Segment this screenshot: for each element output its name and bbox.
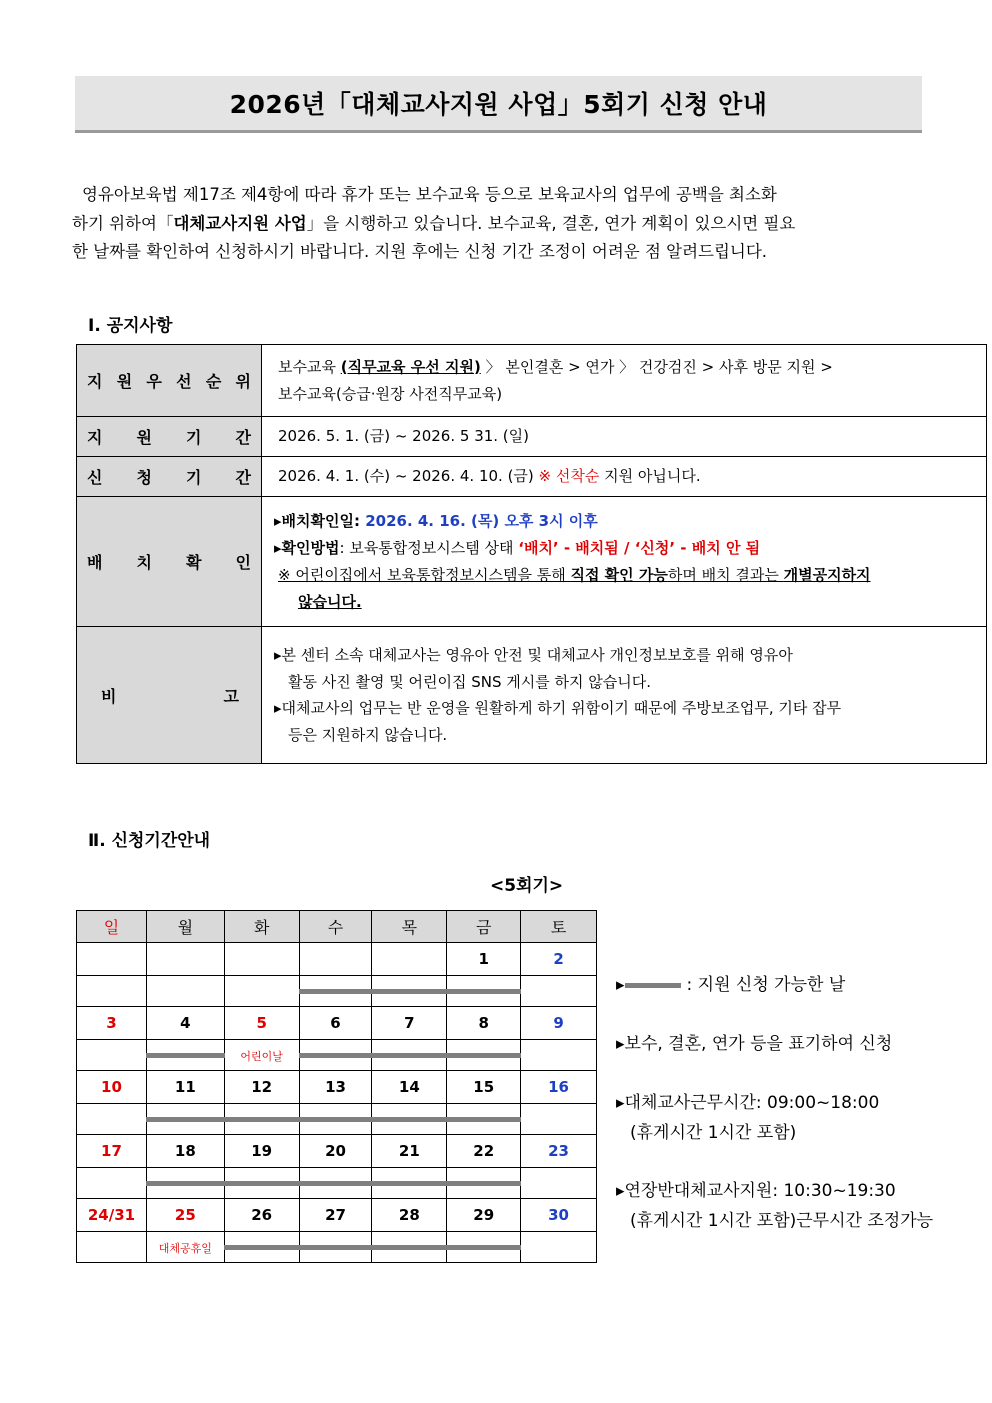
available-bar bbox=[299, 1117, 373, 1122]
available-bar bbox=[299, 989, 373, 994]
label-char: 고 bbox=[223, 686, 239, 706]
mark-cell[interactable] bbox=[372, 976, 447, 1007]
mark-cell[interactable] bbox=[299, 1040, 372, 1071]
intro-emphasis: 대체교사지원 사업 bbox=[173, 213, 307, 233]
day-cell bbox=[146, 943, 224, 976]
day-cell: 23 bbox=[521, 1135, 597, 1168]
legend-bar bbox=[616, 970, 845, 1000]
mark-cell[interactable] bbox=[372, 1040, 447, 1071]
available-bar bbox=[446, 1245, 521, 1250]
available-bar bbox=[371, 1053, 447, 1058]
mark-cell[interactable] bbox=[447, 1168, 521, 1199]
mark-cell[interactable] bbox=[77, 1232, 147, 1263]
day-cell: 1 bbox=[447, 943, 521, 976]
table-row bbox=[77, 497, 987, 627]
mark-cell[interactable] bbox=[447, 1104, 521, 1135]
day-cell: 24/31 bbox=[77, 1199, 147, 1232]
mark-cell[interactable] bbox=[77, 976, 147, 1007]
section1-title: Ⅰ. 공지사항 bbox=[88, 316, 173, 336]
mark-cell[interactable] bbox=[146, 1040, 224, 1071]
legend-text: (휴게시간 1시간 포함) bbox=[630, 1123, 797, 1143]
day-cell: 19 bbox=[224, 1135, 299, 1168]
legend-mark: ▸보수, 결혼, 연가 등을 표기하여 신청 bbox=[616, 1034, 893, 1054]
title-banner bbox=[75, 76, 922, 133]
available-bar bbox=[224, 1117, 300, 1122]
mark-cell bbox=[224, 1040, 299, 1071]
day-cell: 17 bbox=[77, 1135, 147, 1168]
legend-hours bbox=[616, 1088, 879, 1148]
apply-text: 지원 아닙니다. bbox=[599, 467, 701, 485]
confirm-note-emphasis: 않습니다. bbox=[298, 592, 362, 611]
mark-cell[interactable] bbox=[146, 1104, 224, 1135]
weekday-wed: 수 bbox=[299, 911, 372, 943]
mark-cell[interactable] bbox=[372, 1232, 447, 1263]
intro-paragraph bbox=[72, 181, 924, 267]
label-char: 위 bbox=[235, 372, 251, 391]
mark-cell[interactable] bbox=[77, 1040, 147, 1071]
confirm-date-value: 2026. 4. 16. (목) 오후 3시 이후 bbox=[365, 511, 598, 530]
day-cell: 22 bbox=[447, 1135, 521, 1168]
calendar-mark-row bbox=[77, 1232, 597, 1263]
table-row bbox=[77, 457, 987, 497]
day-cell: 30 bbox=[521, 1199, 597, 1232]
calendar-mark-row bbox=[77, 1040, 597, 1071]
intro-line: 영유아보육법 제17조 제4항에 따라 휴가 또는 보수교육 등으로 보육교사의 업무에 공백을 최소화 bbox=[82, 185, 777, 204]
remarks-line: 등은 지원하지 않습니다. bbox=[288, 725, 448, 744]
available-bar bbox=[446, 1117, 521, 1122]
calendar-week-4 bbox=[77, 1135, 597, 1168]
mark-cell[interactable] bbox=[224, 976, 299, 1007]
mark-cell[interactable] bbox=[224, 1168, 299, 1199]
mark-cell[interactable] bbox=[299, 1104, 372, 1135]
mark-cell[interactable] bbox=[224, 1104, 299, 1135]
legend-extended bbox=[616, 1176, 933, 1236]
label-char: 배 bbox=[87, 553, 103, 572]
priority-text: 〉 본인결혼 > 연가 〉 건강검진 > 사후 방문 지원 > bbox=[480, 357, 833, 376]
confirm-method-text: : 보육통합정보시스템 상태 bbox=[339, 538, 519, 557]
label-char: 신 bbox=[87, 468, 103, 487]
day-cell: 11 bbox=[146, 1071, 224, 1104]
available-bar bbox=[146, 1181, 225, 1186]
calendar-week-5 bbox=[77, 1199, 597, 1232]
day-cell: 10 bbox=[77, 1071, 147, 1104]
confirm-method-status: ‘배치’ - 배치됨 / ‘신청’ - 배치 안 됨 bbox=[518, 538, 761, 557]
remarks-line: ▸본 센터 소속 대체교사는 영유아 안전 및 대체교사 개인정보보호를 위해 영유아 bbox=[274, 646, 793, 664]
day-cell: 13 bbox=[299, 1071, 372, 1104]
weekday-sat: 토 bbox=[521, 911, 597, 943]
day-cell: 18 bbox=[146, 1135, 224, 1168]
day-cell: 6 bbox=[299, 1007, 372, 1040]
intro-line: 한 날짜를 확인하여 신청하시기 바랍니다. 지원 후에는 신청 기간 조정이 어려운 점 알려드립니다. bbox=[72, 242, 768, 261]
bullet-icon: ▸ bbox=[616, 975, 625, 995]
day-cell: 2 bbox=[521, 943, 597, 976]
mark-cell[interactable] bbox=[77, 1104, 147, 1135]
day-cell: 7 bbox=[372, 1007, 447, 1040]
mark-cell[interactable] bbox=[521, 1168, 597, 1199]
remarks-line: ▸대체교사의 업무는 반 운영을 원활하게 하기 위함이기 때문에 주방보조업무, 기타 잡무 bbox=[274, 699, 842, 717]
mark-cell[interactable] bbox=[447, 1232, 521, 1263]
legend-text: : 지원 신청 가능한 날 bbox=[686, 975, 846, 995]
available-bar bbox=[146, 1053, 225, 1058]
holiday-label: 대체공휴일 bbox=[158, 1242, 212, 1255]
remarks-line: 활동 사진 촬영 및 어린이집 SNS 게시를 하지 않습니다. bbox=[288, 672, 651, 691]
apply-period-label bbox=[77, 457, 262, 497]
day-cell: 3 bbox=[77, 1007, 147, 1040]
legend-text: ▸대체교사근무시간: 09:00~18:00 bbox=[616, 1093, 880, 1113]
weekday-tue: 화 bbox=[224, 911, 299, 943]
label-char: 기 bbox=[186, 468, 202, 487]
mark-cell[interactable] bbox=[521, 1232, 597, 1263]
label-char: 선 bbox=[176, 372, 192, 391]
day-cell: 12 bbox=[224, 1071, 299, 1104]
apply-text: 2026. 4. 1. (수) ~ 2026. 4. 10. (금) bbox=[278, 467, 539, 485]
confirm-note-emphasis: 개별공지하지 bbox=[783, 565, 871, 584]
calendar-mark-row bbox=[77, 976, 597, 1007]
mark-cell[interactable] bbox=[299, 1168, 372, 1199]
remarks-label bbox=[77, 627, 262, 764]
day-cell: 21 bbox=[372, 1135, 447, 1168]
confirm-method-label: ▸확인방법 bbox=[274, 538, 340, 557]
calendar-mark-row bbox=[77, 1104, 597, 1135]
available-bar bbox=[371, 1117, 447, 1122]
day-cell: 25 bbox=[146, 1199, 224, 1232]
mark-cell[interactable] bbox=[521, 976, 597, 1007]
day-cell bbox=[372, 943, 447, 976]
day-cell: 5 bbox=[224, 1007, 299, 1040]
label-char: 지 bbox=[87, 428, 103, 447]
remarks-value bbox=[262, 627, 987, 764]
label-char: 원 bbox=[116, 372, 133, 391]
notice-table bbox=[76, 344, 987, 764]
calendar-week-3 bbox=[77, 1071, 597, 1104]
label-char: 지 bbox=[87, 372, 103, 391]
available-bar bbox=[371, 989, 447, 994]
available-bar bbox=[224, 1181, 300, 1186]
legend-text: ▸연장반대체교사지원: 10:30~19:30 bbox=[616, 1181, 896, 1201]
legend-text: (휴게시간 1시간 포함)근무시간 조정가능 bbox=[630, 1211, 934, 1231]
holiday-label: 어린이날 bbox=[240, 1050, 283, 1063]
available-bar bbox=[299, 1245, 373, 1250]
calendar bbox=[76, 910, 597, 1263]
priority-value bbox=[262, 345, 987, 417]
weekday-fri: 금 bbox=[447, 911, 521, 943]
mark-cell[interactable] bbox=[372, 1104, 447, 1135]
label-char: 간 bbox=[235, 468, 251, 487]
mark-cell[interactable] bbox=[146, 1168, 224, 1199]
available-bar bbox=[299, 1181, 373, 1186]
label-char: 우 bbox=[146, 372, 162, 391]
support-period-value: 2026. 5. 1. (금) ~ 2026. 5 31. (일) bbox=[262, 417, 987, 457]
available-bar bbox=[299, 1053, 373, 1058]
available-bar bbox=[446, 989, 521, 994]
table-row bbox=[77, 417, 987, 457]
available-bar bbox=[446, 1053, 521, 1058]
day-cell: 26 bbox=[224, 1199, 299, 1232]
label-char: 인 bbox=[235, 553, 251, 572]
available-bar bbox=[371, 1181, 447, 1186]
day-cell: 4 bbox=[146, 1007, 224, 1040]
table-row bbox=[77, 345, 987, 417]
day-cell bbox=[77, 943, 147, 976]
calendar-week-1 bbox=[77, 943, 597, 976]
intro-text: 」을 시행하고 있습니다. 보수교육, 결혼, 연가 계획이 있으시면 필요 bbox=[306, 213, 796, 233]
available-bar bbox=[224, 1245, 300, 1250]
first-come-note: ※ 선착순 bbox=[538, 467, 600, 485]
page-title: 2026년「대체교사지원 사업」5회기 신청 안내 bbox=[229, 90, 768, 119]
day-cell bbox=[224, 943, 299, 976]
available-bar bbox=[446, 1181, 521, 1186]
priority-label bbox=[77, 345, 262, 417]
section2-title: Ⅱ. 신청기간안내 bbox=[88, 831, 211, 851]
mark-cell[interactable] bbox=[224, 1232, 299, 1263]
table-row bbox=[77, 627, 987, 764]
priority-emphasis: (직무교육 우선 지원) bbox=[340, 357, 481, 376]
weekday-sun: 일 bbox=[77, 911, 147, 943]
day-cell: 16 bbox=[521, 1071, 597, 1104]
label-char: 기 bbox=[186, 428, 202, 447]
confirm-note-text: 하며 배치 결과는 bbox=[667, 565, 784, 584]
mark-cell[interactable] bbox=[372, 1168, 447, 1199]
weekday-mon: 월 bbox=[146, 911, 224, 943]
confirm-note-text: ※ 어린이집에서 보육통합정보시스템을 통해 bbox=[278, 565, 571, 584]
priority-text: 보수교육(승급·원장 사전직무교육) bbox=[278, 384, 503, 403]
weekday-thu: 목 bbox=[372, 911, 447, 943]
day-cell: 29 bbox=[447, 1199, 521, 1232]
confirm-value bbox=[262, 497, 987, 627]
label-char: 확 bbox=[186, 553, 202, 572]
confirm-label bbox=[77, 497, 262, 627]
label-char: 원 bbox=[136, 428, 152, 447]
mark-cell[interactable] bbox=[447, 976, 521, 1007]
mark-cell[interactable] bbox=[521, 1104, 597, 1135]
mark-cell[interactable] bbox=[77, 1168, 147, 1199]
calendar-header bbox=[77, 911, 597, 943]
calendar-week-2 bbox=[77, 1007, 597, 1040]
calendar-title: <5회기> bbox=[490, 876, 564, 896]
available-bar bbox=[371, 1245, 447, 1250]
apply-period-value bbox=[262, 457, 987, 497]
day-cell: 15 bbox=[447, 1071, 521, 1104]
calendar-mark-row bbox=[77, 1168, 597, 1199]
mark-cell[interactable] bbox=[447, 1040, 521, 1071]
day-cell: 20 bbox=[299, 1135, 372, 1168]
intro-line bbox=[72, 210, 924, 239]
label-char: 순 bbox=[205, 372, 222, 391]
available-bar bbox=[146, 1117, 225, 1122]
label-char: 비 bbox=[101, 686, 117, 706]
day-cell: 9 bbox=[521, 1007, 597, 1040]
label-char: 간 bbox=[235, 428, 251, 447]
mark-cell[interactable] bbox=[521, 1040, 597, 1071]
mark-cell[interactable] bbox=[299, 976, 372, 1007]
support-period-label bbox=[77, 417, 262, 457]
intro-text: 하기 위하여「 bbox=[72, 213, 174, 233]
day-cell: 14 bbox=[372, 1071, 447, 1104]
priority-text: 보수교육 bbox=[278, 357, 341, 376]
confirm-note-emphasis: 직접 확인 가능 bbox=[570, 565, 668, 584]
day-cell: 28 bbox=[372, 1199, 447, 1232]
bar-sample-icon bbox=[625, 983, 681, 988]
day-cell: 8 bbox=[447, 1007, 521, 1040]
label-char: 청 bbox=[136, 468, 152, 487]
mark-cell bbox=[146, 1232, 224, 1263]
mark-cell[interactable] bbox=[146, 976, 224, 1007]
label-char: 치 bbox=[136, 553, 152, 572]
confirm-date-label: ▸배치확인일: bbox=[274, 511, 366, 530]
day-cell: 27 bbox=[299, 1199, 372, 1232]
mark-cell[interactable] bbox=[299, 1232, 372, 1263]
day-cell bbox=[299, 943, 372, 976]
